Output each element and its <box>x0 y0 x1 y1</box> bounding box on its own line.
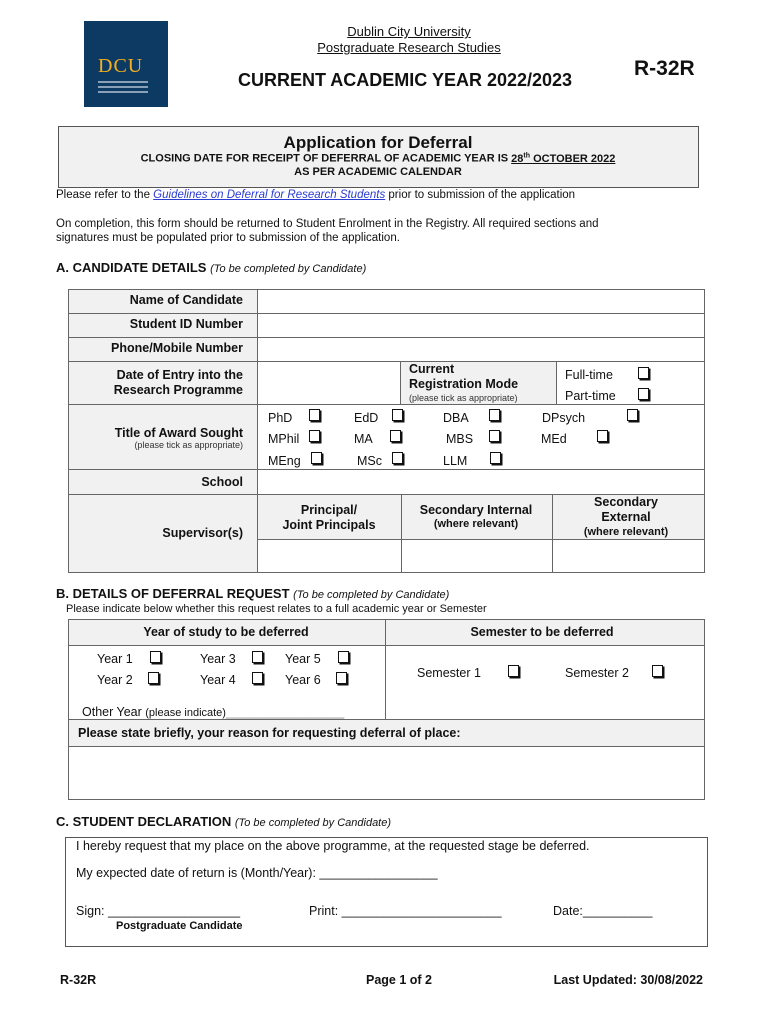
reg-mode-label: Current <box>409 362 455 376</box>
other-year-field[interactable]: Other Year (please indicate)_________________ <box>82 705 345 719</box>
secondary-internal-note: (where relevant) <box>433 518 519 530</box>
phone-field[interactable] <box>257 337 705 362</box>
academic-year-title: CURRENT ACADEMIC YEAR 2022/2023 <box>237 70 573 90</box>
secondary-internal-header: Secondary Internal <box>419 503 533 517</box>
year-5-checkbox[interactable] <box>338 651 349 663</box>
award-ma-checkbox[interactable] <box>390 430 401 442</box>
semester-2-checkbox[interactable] <box>652 665 663 677</box>
award-note: (please tick as appropriate) <box>134 440 243 450</box>
reason-label: Please state briefly, your reason for requesting deferral of place: <box>78 726 461 740</box>
award-msc-checkbox[interactable] <box>392 452 403 464</box>
completion-text-2: signatures must be populated prior to submission of the application. <box>56 232 400 244</box>
award-dba-label: DBA <box>443 411 469 425</box>
reason-field[interactable] <box>68 746 705 800</box>
award-meng-checkbox[interactable] <box>311 452 322 464</box>
year-3-label: Year 3 <box>200 652 236 666</box>
full-time-checkbox[interactable] <box>638 367 649 379</box>
section-b-heading: B. DETAILS OF DEFERRAL REQUEST (To be completed by Candidate) <box>56 586 450 601</box>
closing-date: CLOSING DATE FOR RECEIPT OF DEFERRAL OF ACADEMIC YEAR IS 28th OCTOBER 2022 <box>140 152 616 165</box>
declaration-date-field[interactable]: Date:__________ <box>553 904 653 918</box>
footer-form-code: R-32R <box>60 973 97 987</box>
award-label: Title of Award Sought <box>114 426 243 440</box>
award-edd-label: EdD <box>354 411 379 425</box>
year-1-checkbox[interactable] <box>150 651 161 663</box>
form-code: R-32R <box>634 57 695 80</box>
award-msc-label: MSc <box>357 454 382 468</box>
award-dpsych-checkbox[interactable] <box>627 409 638 421</box>
semester-1-label: Semester 1 <box>417 666 481 680</box>
page-number: Page 1 of 2 <box>366 973 432 987</box>
part-time-checkbox[interactable] <box>638 388 649 400</box>
entry-label: Date of Entry into the <box>116 368 243 382</box>
entry-label-2: Research Programme <box>113 383 243 397</box>
award-llm-checkbox[interactable] <box>490 452 501 464</box>
principal-header-2: Joint Principals <box>282 518 376 532</box>
guidelines-link[interactable]: Guidelines on Deferral for Research Students <box>153 189 386 201</box>
year-1-label: Year 1 <box>97 652 133 666</box>
award-mbs-checkbox[interactable] <box>489 430 500 442</box>
year-2-checkbox[interactable] <box>148 672 159 684</box>
award-ma-label: MA <box>354 432 373 446</box>
year-header: Year of study to be deferred <box>143 625 309 639</box>
calendar-note: AS PER ACADEMIC CALENDAR <box>294 166 462 178</box>
semester-header: Semester to be deferred <box>470 625 614 639</box>
year-4-checkbox[interactable] <box>252 672 263 684</box>
student-id-field[interactable] <box>257 313 705 338</box>
reg-mode-label-2: Registration Mode <box>409 377 519 391</box>
candidate-name-field[interactable] <box>257 289 705 314</box>
award-phd-checkbox[interactable] <box>309 409 320 421</box>
award-med-label: MEd <box>541 432 567 446</box>
award-dba-checkbox[interactable] <box>489 409 500 421</box>
signer-role: Postgraduate Candidate <box>116 920 243 932</box>
section-a-heading: A. CANDIDATE DETAILS (To be completed by Candidate) <box>56 260 367 275</box>
form-title: Application for Deferral <box>283 133 473 152</box>
reg-mode-note: (please tick as appropriate) <box>409 393 518 403</box>
return-date-field[interactable]: My expected date of return is (Month/Year): _________________ <box>76 866 438 880</box>
award-dpsych-label: DPsych <box>542 411 586 425</box>
last-updated: Last Updated: 30/08/2022 <box>553 973 703 987</box>
award-phd-label: PhD <box>268 411 293 425</box>
year-4-label: Year 4 <box>200 673 236 687</box>
secondary-external-header-2: External <box>601 510 651 524</box>
year-3-checkbox[interactable] <box>252 651 263 663</box>
entry-date-field[interactable] <box>257 361 401 405</box>
secondary-external-note: (where relevant) <box>583 526 669 538</box>
award-llm-label: LLM <box>443 454 468 468</box>
school-field[interactable] <box>257 469 705 495</box>
sign-field[interactable]: Sign: ___________________ <box>76 904 241 918</box>
principal-header: Principal/ <box>300 503 358 517</box>
semester-2-label: Semester 2 <box>565 666 629 680</box>
phone-label: Phone/Mobile Number <box>111 341 243 355</box>
print-name-field[interactable]: Print: _______________________ <box>309 904 502 918</box>
declaration-statement: I hereby request that my place on the above programme, at the requested stage be deferred. <box>76 839 590 853</box>
name-label: Name of Candidate <box>129 293 243 307</box>
section-c-heading: C. STUDENT DECLARATION (To be completed by Candidate) <box>56 814 392 829</box>
secondary-external-field[interactable] <box>552 539 705 573</box>
year-2-label: Year 2 <box>97 673 133 687</box>
secondary-internal-field[interactable] <box>401 539 553 573</box>
year-6-checkbox[interactable] <box>336 672 347 684</box>
year-6-label: Year 6 <box>285 673 321 687</box>
award-mphil-label: MPhil <box>268 432 300 446</box>
full-time-label: Full-time <box>565 368 613 382</box>
award-med-checkbox[interactable] <box>597 430 608 442</box>
award-mphil-checkbox[interactable] <box>309 430 320 442</box>
award-mbs-label: MBS <box>446 432 474 446</box>
supervisor-label: Supervisor(s) <box>162 526 243 540</box>
section-b-instruction: Please indicate below whether this request relates to a full academic year or Semester <box>66 603 487 615</box>
award-edd-checkbox[interactable] <box>392 409 403 421</box>
department-name: Postgraduate Research Studies <box>317 40 501 55</box>
id-label: Student ID Number <box>129 317 243 331</box>
year-5-label: Year 5 <box>285 652 321 666</box>
university-name: Dublin City University <box>347 24 471 39</box>
completion-text-1: On completion, this form should be returned to Student Enrolment in the Registry. All required sections and <box>56 218 599 230</box>
dcu-logo: DCU <box>84 21 168 107</box>
part-time-label: Part-time <box>565 389 616 403</box>
award-meng-label: MEng <box>268 454 301 468</box>
secondary-external-header: Secondary <box>594 495 658 509</box>
school-label: School <box>201 475 243 489</box>
semester-1-checkbox[interactable] <box>508 665 519 677</box>
guidelines-line: Please refer to the Guidelines on Deferral for Research Students prior to submission of the application <box>56 189 576 201</box>
principal-supervisor-field[interactable] <box>257 539 402 573</box>
